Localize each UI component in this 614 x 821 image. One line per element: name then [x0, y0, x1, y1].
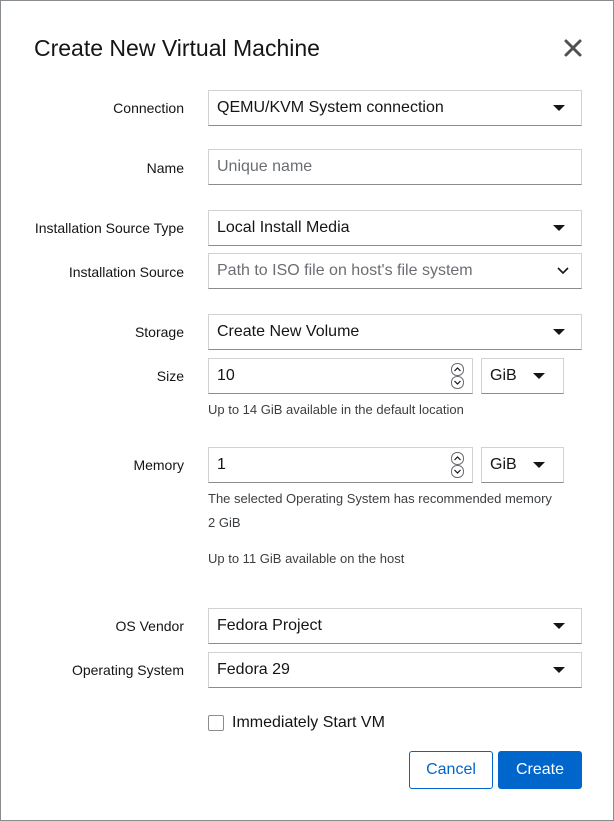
operating-system-value: Fedora 29 [217, 661, 290, 678]
source-combobox[interactable] [208, 253, 582, 289]
size-unit-value: GiB [490, 367, 517, 384]
chevron-down-icon[interactable] [557, 266, 569, 276]
create-button[interactable]: Create [498, 751, 582, 789]
operating-system-select[interactable] [208, 652, 582, 688]
increment-button[interactable] [451, 363, 464, 376]
chevron-down-icon [454, 380, 461, 385]
storage-select[interactable] [208, 314, 582, 350]
caret-down-icon [553, 329, 565, 335]
dialog-title: Create New Virtual Machine [34, 35, 320, 61]
increment-button[interactable] [451, 452, 464, 465]
name-label: Name [146, 160, 184, 176]
memory-unit-select[interactable] [481, 447, 564, 483]
os-vendor-value: Fedora Project [217, 617, 322, 634]
cancel-button[interactable]: Cancel [409, 751, 493, 789]
memory-available-help: Up to 11 GiB available on the host [208, 551, 405, 566]
decrement-button[interactable] [451, 376, 464, 389]
memory-recommended-help: The selected Operating System has recommended memory [208, 491, 552, 506]
size-label: Size [156, 368, 184, 384]
decrement-button[interactable] [451, 465, 464, 478]
memory-recommended-value: 2 GiB [208, 515, 241, 530]
close-icon [559, 34, 587, 62]
connection-label: Connection [113, 100, 184, 116]
source-label: Installation Source [68, 264, 184, 280]
caret-down-icon [553, 623, 565, 629]
size-value: 10 [217, 367, 235, 384]
chevron-up-icon [454, 367, 461, 372]
caret-down-icon [553, 105, 565, 111]
chevron-down-icon [454, 469, 461, 474]
start-vm-checkbox[interactable] [208, 715, 224, 731]
caret-down-icon [553, 225, 565, 231]
source-type-label: Installation Source Type [34, 220, 184, 236]
size-unit-select[interactable] [481, 358, 564, 394]
os-vendor-select[interactable] [208, 608, 582, 644]
source-type-select[interactable] [208, 210, 582, 246]
memory-stepper[interactable] [451, 452, 464, 478]
caret-down-icon [553, 667, 565, 673]
connection-value: QEMU/KVM System connection [217, 99, 444, 116]
source-placeholder: Path to ISO file on host's file system [217, 262, 473, 279]
size-help: Up to 14 GiB available in the default location [208, 402, 464, 417]
start-vm-label[interactable]: Immediately Start VM [232, 714, 385, 731]
memory-value: 1 [217, 456, 226, 473]
size-input[interactable] [208, 358, 473, 394]
os-vendor-label: OS Vendor [115, 618, 184, 634]
storage-value: Create New Volume [217, 323, 360, 340]
source-type-value: Local Install Media [217, 219, 350, 236]
connection-select[interactable] [208, 90, 582, 126]
name-placeholder: Unique name [217, 158, 313, 175]
chevron-up-icon [454, 456, 461, 461]
name-input[interactable] [208, 149, 582, 185]
memory-unit-value: GiB [490, 456, 517, 473]
caret-down-icon [533, 462, 545, 468]
memory-label: Memory [133, 457, 184, 473]
operating-system-label: Operating System [71, 662, 184, 678]
storage-label: Storage [134, 324, 184, 340]
close-button[interactable] [559, 34, 587, 62]
caret-down-icon [533, 373, 545, 379]
memory-input[interactable] [208, 447, 473, 483]
size-stepper[interactable] [451, 363, 464, 389]
